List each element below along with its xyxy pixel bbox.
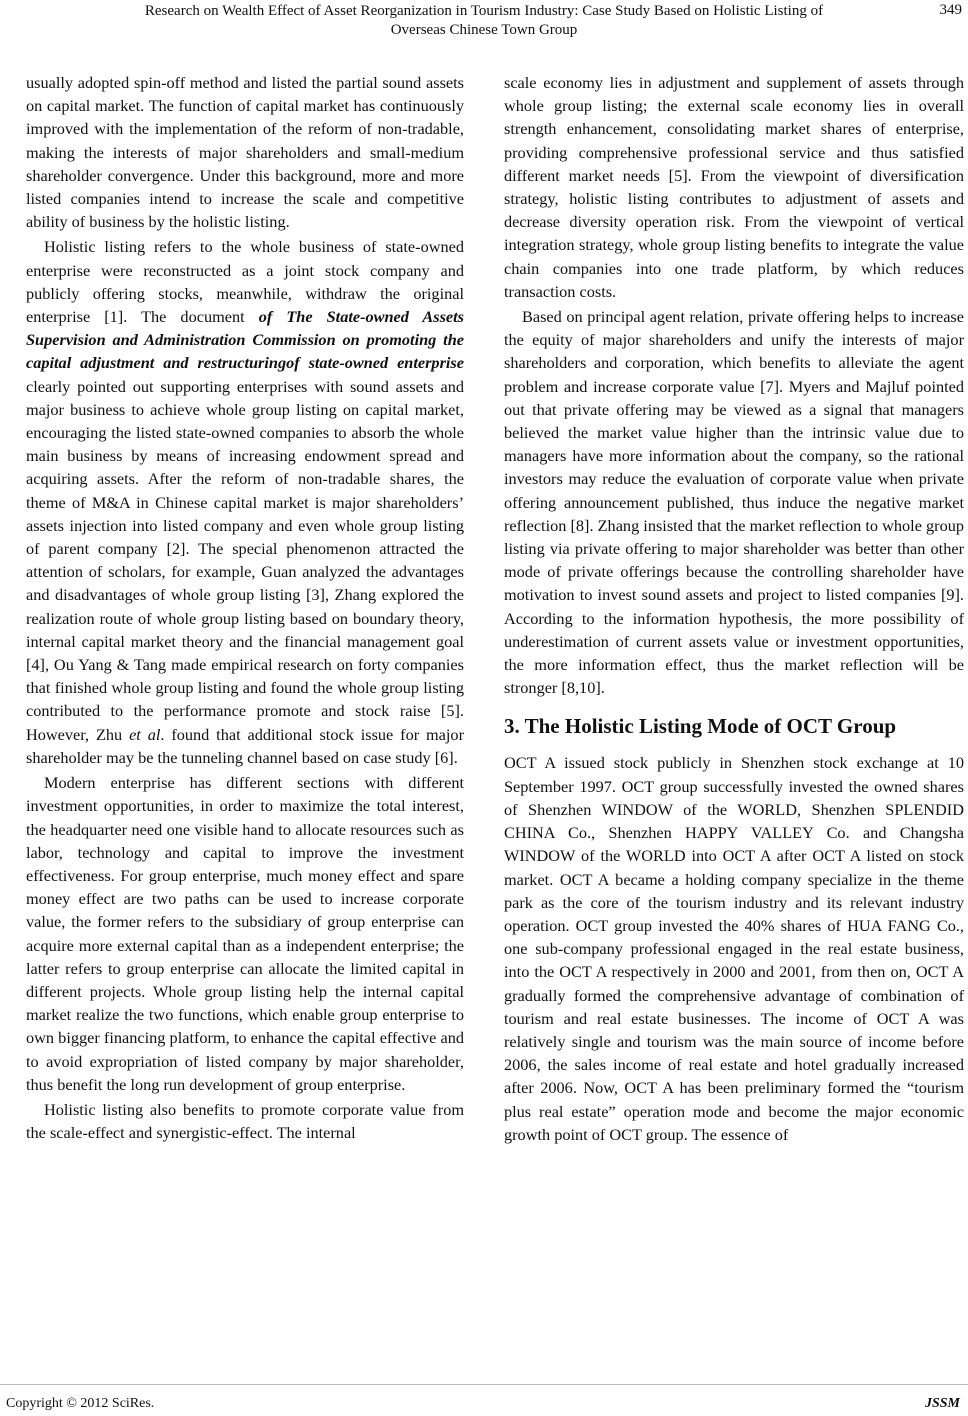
paragraph: Modern enterprise has different sections with different investment opportunities, in order to maximize the total interest, the headquarter need one visible hand to allocate resources such as labor, technology and capital to improve the investment effectiveness. For group enterprise, much money effect and spare money effect are two paths can be used to increase corporate value, the former refers to the subsidiary of group enterprise can acquire more external capital than as a independent enterprise; the latter refers to group enterprise can allocate the limited capital in different projects. Whole group listing help the internal capital market realize the two functions, which enable group enterprise to own bigger financing platform, to enhance the capital effective and to avoid expropriation of listed company by major shareholder, thus benefit the long run development of group enterprise.: [26, 773, 464, 1094]
text-run: clearly pointed out supporting enterprises with sound assets and major business to achieve whole group listing on capital market, encouraging the listed state-owned companies to absorb the whole main business by means of increasing endowment spread and acquiring assets. After the reform of non-tradable shares, the theme of M&A in Chinese capital market is major shareholders’ assets injection into listed company and even whole group listing of parent company [2]. The special phenomenon attracted the attention of scholars, for example, Guan analyzed the advantages and disadvantages of whole group listing [3], Zhang explored the realization route of whole group listing based on boundary theory, internal capital market theory and the financial management goal [4], Ou Yang & Tang made empirical research on forty companies that finished whole group listing and found the whole group listing contributed to the performance promote and stock raise [5]. However, Zhu: [26, 376, 464, 744]
running-title-line-1: Research on Wealth Effect of Asset Reorganization in Tourism Industry: Case Study Based on Holistic Listing of: [144, 3, 824, 19]
paragraph-holistic-listing: [26, 235, 464, 769]
text-run: . found that additional stock issue for major shareholder may be the tunneling channel based on case study [6].: [26, 724, 464, 767]
paragraph: usually adopted spin-off method and listed the partial sound assets on capital market. The function of capital market has continuously improved with the implementation of the reform of non-tradable, making the interests of major shareholders and small-medium shareholder convergence. Under this background, more and more listed companies intend to increase the scale and competitive ability of business by the holistic listing.: [26, 73, 464, 232]
running-header: [0, 0, 968, 44]
paragraph: Holistic listing also benefits to promote corporate value from the scale-effect and synergistic-effect. The internal: [26, 1099, 464, 1143]
document-title-emphasis: of The State-owned Assets Supervision and Administration Commission on promoting the capital adjustment and restructuringof state-owned enterprise: [26, 307, 464, 373]
paragraph: OCT A issued stock publicly in Shenzhen stock exchange at 10 September 1997. OCT group successfully invested the owned shares of Shenzhen WINDOW of the WORLD, Shenzhen SPLENDID CHINA Co., Shenzhen HAPPY VALLEY Co. and Changsha WINDOW of the WORLD into OCT A after OCT A listed on stock market. OCT A became a holding company specialize in the theme park as the core of the tourism industry and its relevant industry operation. OCT group invested the 40% shares of HUA FANG Co., one sub-company professional engaged in the real estate business, into the OCT A respectively in 2000 and 2001, from then on, OCT A gradually formed the comprehensive advantage of combination of tourism and real estate businesses. The income of OCT A was relatively single and tourism was the main source of income before 2006, the sales income of real estate and hotel gradually increased after 2006. Now, OCT A has been preliminary formed the “tourism plus real estate” operation mode and become the major economic growth point of OCT group. The essence of: [504, 753, 964, 1144]
section-heading: 3. The Holistic Listing Mode of OCT Group: [504, 714, 897, 739]
paragraph: Based on principal agent relation, private offering helps to increase the equity of major shareholders and unify the interests of major shareholders and corporation, which benefits to alleviate the agent problem and increase corporate value [7]. Myers and Majluf pointed out that private offering may be viewed as a signal that managers believed the market value higher than the intrinsic value due to managers have more information about the company, so the rational investors may reduce the evaluation of corporate value when private offering announcement published, thus induce the negative market reflection [8]. Zhang insisted that the market reflection to whole group listing via private offering to major shareholder was better than other mode of private offerings because the controlling shareholder have motivation to invest sound assets and project to listed companies [9]. According to the information hypothesis, the more possibility of underestimation of current assets value or investment opportunities, the more information effect, thus the market reflection will be stronger [8,10].: [504, 307, 964, 698]
right-column: [504, 71, 964, 1146]
page-footer: [0, 1384, 968, 1415]
left-column: [26, 71, 464, 1144]
running-title-line-2: Overseas Chinese Town Group: [390, 22, 578, 38]
copyright-notice: Copyright © 2012 SciRes.: [6, 1396, 155, 1411]
running-title: [40, 2, 928, 40]
et-al-emphasis: et al: [129, 724, 161, 744]
journal-abbreviation: JSSM: [924, 1396, 960, 1411]
text-run: Holistic listing refers to the whole business of state-owned enterprise were reconstructed as a joint stock company and publicly offering stocks, meanwhile, withdraw the original enterprise [1]. The document: [26, 237, 464, 327]
page-number: 349: [939, 2, 962, 18]
paragraph: scale economy lies in adjustment and supplement of assets through whole group listing; the external scale economy lies in overall strength enhancement, consolidating market shares of enterprise, providing comprehensive professional service and thus satisfied different market needs [5]. From the viewpoint of diversification strategy, holistic listing contributes to adjustment of assets and decrease diversity operation risk. From the viewpoint of vertical integration strategy, whole group listing benefits to integrate the value chain companies into one trade platform, by which reduces transaction costs.: [504, 73, 964, 301]
